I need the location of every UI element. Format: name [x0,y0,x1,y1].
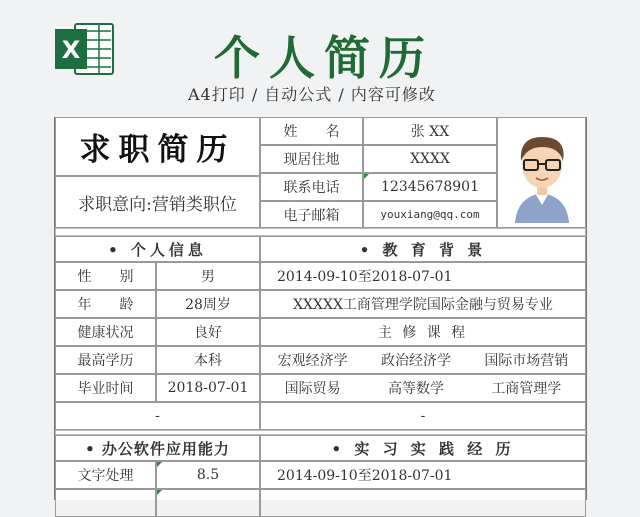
personal-label: 健康状况 [55,318,156,346]
page-title: 个人简历 [214,31,434,85]
personal-info-header: • 个人信息 [55,236,260,262]
office-value-cut[interactable] [156,489,260,517]
practice-row-cut[interactable] [260,489,586,517]
course-item[interactable]: 政治经济学 [380,353,451,369]
personal-value[interactable]: 本科 [156,346,260,374]
field-label-phone: 联系电话 [260,173,363,201]
education-header: • 教 育 背 景 [260,236,586,262]
field-value-address[interactable]: XXXX [363,145,497,173]
field-value-name[interactable]: 张 XX [363,117,497,145]
field-label-email: 电子邮箱 [260,201,363,228]
avatar [497,117,586,228]
excel-logo-icon [53,21,115,77]
office-label: 文字处理 [55,461,156,489]
avatar-cartoon-icon [507,123,577,223]
personal-value[interactable]: 男 [156,262,260,290]
personal-value[interactable]: 28周岁 [156,290,260,318]
field-label-name: 姓 名 [260,117,363,145]
field-label-address: 现居住地 [260,145,363,173]
courses-header: 主 修 课 程 [260,318,586,346]
field-value-phone[interactable]: 12345678901 [363,173,497,201]
resume-big-title: 求职简历 [55,117,260,176]
page-subtitle: A4打印 / 自动公式 / 内容可修改 [188,85,436,104]
resume-sheet [54,117,587,500]
empty-row-right: - [260,402,586,430]
course-item[interactable]: 工商管理学 [491,381,562,397]
course-item[interactable]: 高等数学 [387,381,444,397]
course-item[interactable]: 国际贸易 [284,381,341,397]
field-value-email[interactable]: youxiang@qq.com [363,201,497,228]
office-label-cut [55,489,156,517]
job-intent: 求职意向:营销类职位 [55,176,260,228]
course-item[interactable]: 国际市场营销 [484,353,569,369]
personal-label: 毕业时间 [55,374,156,402]
svg-text:X: X [61,36,81,64]
divider-strip [55,228,586,236]
courses-row [260,374,586,402]
empty-row-left: - [55,402,260,430]
personal-label: 性 别 [55,262,156,290]
education-period[interactable]: 2014-09-10至2018-07-01 [260,262,586,290]
office-skills-header: • 办公软件应用能力 [55,435,260,461]
page-header [0,0,640,118]
personal-label: 最高学历 [55,346,156,374]
practice-period[interactable]: 2014-09-10至2018-07-01 [260,461,586,489]
personal-label: 年 龄 [55,290,156,318]
courses-row [260,346,586,374]
personal-value[interactable]: 良好 [156,318,260,346]
education-school[interactable]: XXXXX工商管理学院国际金融与贸易专业 [260,290,586,318]
course-item[interactable]: 宏观经济学 [277,353,348,369]
personal-value[interactable]: 2018-07-01 [156,374,260,402]
practice-header: • 实 习 实 践 经 历 [260,435,586,461]
office-value[interactable]: 8.5 [156,461,260,489]
